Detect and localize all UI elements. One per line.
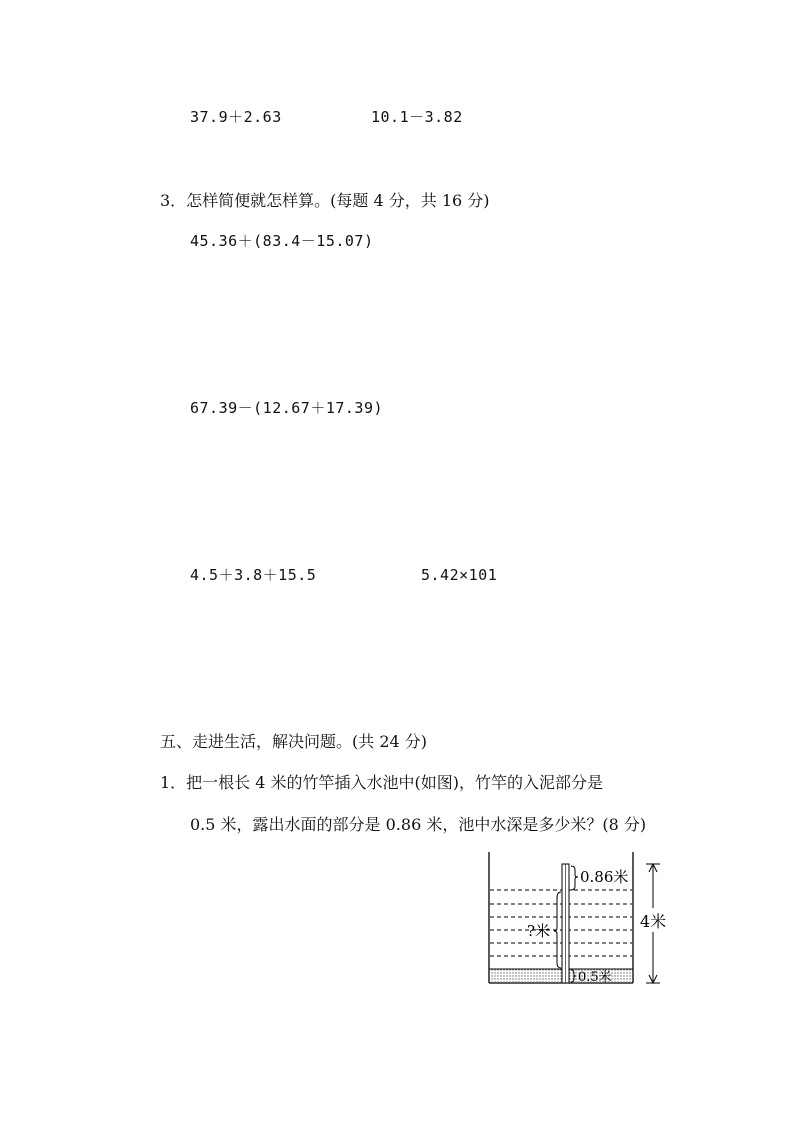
water-lines (490, 890, 632, 956)
pond-pole-figure (482, 846, 682, 988)
q3-heading: 3．怎样简便就怎样算。(每题 4 分，共 16 分) (160, 191, 490, 210)
label-middle: ?米 (527, 922, 551, 940)
section5-problem1-line1: 1．把一根长 4 米的竹竿插入水池中(如图)，竹竿的入泥部分是 (160, 773, 604, 792)
q3-item-3: 4.5＋3.8＋15.5 (190, 566, 317, 584)
q3-item-4: 5.42×101 (421, 566, 498, 584)
q3-item-2: 67.39－(12.67＋17.39) (190, 399, 384, 417)
section5-problem1-line2: 0.5 米，露出水面的部分是 0.86 米，池中水深是多少米？(8 分) (190, 815, 647, 834)
label-top: 0.86米 (580, 868, 629, 886)
expr-10-1-minus-3-82: 10.1－3.82 (371, 108, 463, 126)
expr-37-9-plus-2-63: 37.9＋2.63 (190, 108, 282, 126)
label-bottom: 0.5米 (578, 970, 612, 985)
q3-item-1: 45.36＋(83.4－15.07) (190, 232, 374, 250)
section5-title: 五、走进生活，解决问题。(共 24 分) (160, 732, 428, 751)
label-total: 4米 (640, 912, 667, 931)
brace-top (571, 866, 578, 890)
